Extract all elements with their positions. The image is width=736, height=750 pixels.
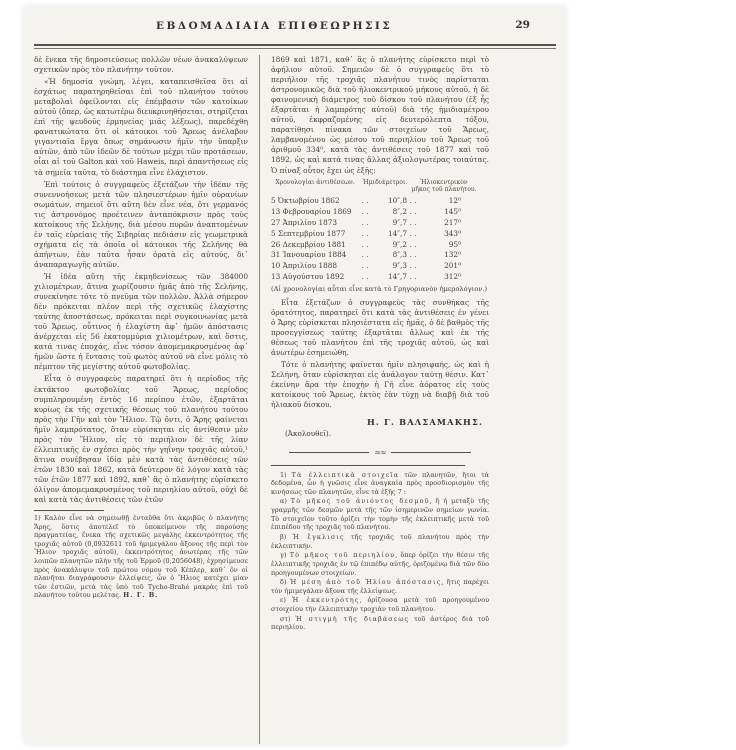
- note-lead: Ἡ μέση ἀπὸ τοῦ Ἡλίου ἀπόστασις: [289, 578, 442, 587]
- table-row: [271, 207, 489, 218]
- note-text: τοῦ ἀστέρος διὰ τοῦ περιηλίου.: [271, 614, 489, 632]
- cell-longitude: 201⁰: [444, 261, 461, 271]
- note-text: , ἢ ἡ μεταξὺ τῆς γραμμῆς τῶν δεσμῶν μετὰ τῆς τῶν ἰσημερινῶν σημείων γωνία. Τὸ στοιχεῖον τοῦτο ὁρίζει τὴν τομὴν τῆς ἐκλειπτικῆς μετὰ τοῦ ἐπιπέδου τῆς τροχιᾶς τοῦ πλανήτου.: [271, 497, 489, 532]
- cell-semidiameter: 9″,7: [392, 217, 407, 227]
- cell-date: 5 Σεπτεμβρίου 1877: [271, 228, 346, 238]
- dot-leader: . .: [361, 217, 369, 227]
- note-item: [271, 578, 489, 595]
- note-item: [271, 596, 489, 613]
- cell-longitude: 12⁰: [448, 195, 461, 205]
- note-marker: 1): [280, 470, 287, 479]
- note-marker: β): [280, 532, 287, 541]
- dot-leader: . .: [361, 272, 369, 282]
- dot-leader: . .: [361, 261, 369, 271]
- note-lead: Τὸ μῆκος τοῦ ἀνιόντος δεσμοῦ: [290, 497, 430, 506]
- cell-semidiameter: 10″,8: [388, 195, 407, 205]
- footnote-author-initials: Η. Γ. Β.: [123, 591, 159, 600]
- cell-longitude: 217⁰: [444, 217, 461, 227]
- cell-date: 31 Ἰανουαρίου 1884: [271, 250, 347, 260]
- footnote: [34, 514, 248, 600]
- cell-semidiameter: 9″,2: [392, 239, 407, 249]
- paragraph: «Ἡ δημοσία γνώμη, λέγει, καταπεισθεῖσα ὅτι αἱ ἐσχάτως παρατηρηθεῖσαι ἐπὶ τοῦ πλανήτου τούτου μεταβολαὶ ὀφείλονται εἰς ἐπέμβασιν τῶν κατοίκων αὐτοῦ (ὅπερ, ὡς κατωτέρω διευκρινηθήσεται, στηρίζεται ἐπὶ τῆς ψευδοῦς ἑρμηνείας μιᾶς λέξεως), παρεδέχθη φανατικώτατα ὅτι οἱ κάτοικοι τοῦ Ἄρεως ἀνέλαβον γιγαντιαῖα ἔργα ὅπως σημάνωσιν ἡμῖν τὴν ὕπαρξιν αὐτῶν, ἀπὸ τῶν ἰδεῶν δὲ τούτων μέχρι τῶν προτάσεων, οἷαι αἱ τοῦ Galton καὶ τοῦ Haweis, περὶ ἀπαντήσεως εἰς τὰ σημεῖα ταῦτα, τὸ διάστημα εἶνε ἐλάχιστον.: [34, 77, 248, 177]
- table-row: [271, 240, 489, 251]
- table-row: [271, 250, 489, 261]
- cell-longitude: 312⁰: [444, 272, 461, 282]
- left-column: [34, 55, 259, 744]
- cell-date: 5 Ὀκτωβρίου 1862: [271, 195, 340, 205]
- author-signature: Η. Γ. ΒΑΛΣΑΜΑΚΗΣ.: [366, 416, 483, 427]
- table-row: [271, 261, 489, 272]
- page-header: [24, 6, 566, 36]
- cell-longitude: 132⁰: [444, 250, 461, 260]
- cell-date: 27 Ἀπριλίου 1873: [271, 217, 338, 227]
- footnote-text: 1) Καλὸν εἶνε νὰ σημειωθῇ ἐνταῦθα ὅτι ἀκριβῶς ὁ πλανήτης Ἄρης, ὅστις ἀποτελεῖ τὸ ὑποκείμενον τῆς παρούσης πραγματείας, ἕνεκα τῆς σχετικῶς μεγάλης ἐκκεντρότητος τῆς τροχιᾶς αὐτοῦ (0,0932611 τοῦ ἡμιμεγάλου ἄξονος τῆς περὶ τὸν Ἥλιον τροχιᾶς αὐτοῦ), ἐκκεντρότητος ἀνωτέρας τῆς τῶν λοιπῶν πλανητῶν πλὴν τῆς τοῦ Ἑρμοῦ (0,2056048), ἐχρησίμευσε πρὸς ἀνακάλυψιν τοῦ πρώτου νόμου τοῦ Κέπλερ, καθ᾽ ὃν οἱ πλανῆται διαγράφουσιν ἐλλείψεις, ὧν ὁ Ἥλιος κατέχει μίαν τῶν ἑστιῶν, μετὰ τὰς ὑπὸ τοῦ Tycho-Brahé μακρὰς ἐπὶ τοῦ πλανήτου τούτου μελέτας.: [34, 514, 248, 600]
- note-item: [271, 615, 489, 632]
- paragraph: 1869 καὶ 1871, καθ᾽ ἃς ὁ πλανήτης εὑρίσκετο περὶ τὸ ἀφήλιον αὑτοῦ. Σημειῶν δὲ ὁ συγγραφεὺς ὅτι τὸ περιήλιον τῆς τροχιᾶς πλανήτου τινὸς παρίσταται ἀστρονομικῶς διὰ τοῦ ἡλιοκεντρικοῦ μήκους αὐτοῦ, ἡ δὲ φαινομενικὴ διάμετρος τοῦ δίσκου τοῦ πλανήτου (ἐξ ἧς ἐξαρτᾶται ἡ λαμπρότης αὐτοῦ) διὰ τῆς ἡμιδιαμέτρου αὐτοῦ, ἐκφραζομένης εἰς δευτερόλεπτα τόξου, παρατίθησι πίνακα τῶν στοιχείων τοῦ Ἄρεως, λαμβανομένου ὡς μέσου τοῦ περιηλίου τοῦ Ἄρεως τοῦ ἀριθμοῦ 334⁰, κατὰ τὰς ἀντιθέσεις τοῦ 1877 καὶ τοῦ 1892, ὡς καὶ κατά τινας ἄλλας ἀξιολογωτέρας τοιαύτας. Ὁ πίναξ οὗτος ἔχει ὡς ἑξῆς:: [271, 55, 489, 175]
- end-ornament: [289, 448, 471, 457]
- paragraph: δὲ ἕνεκα τῆς δημοσιεύσεως πολλῶν νέων ἀνακαλύψεων σχετικῶν πρὸς τὸν πλανήτην τοῦτον.: [34, 55, 248, 75]
- right-column: [259, 55, 489, 744]
- scanned-page: [24, 6, 566, 744]
- paragraph: Τότε ὁ πλανήτης φαίνεται ἡμῖν πλησιφαής, ὡς καὶ ἡ Σελήνη, ὅταν εὑρίσκηται εἰς ἀνάλογον ταύτῃ θέσιν. Κατ᾽ ἐκείνην ἄρα τὴν ἐποχὴν ἡ Γῆ εἶνε ἀόρατος εἰς τοὺς κατοίκους τοῦ Ἄρεως, ἐκτὸς ἐὰν τύχῃ νὰ διαβῇ διὰ τοῦ ἡλιακοῦ δίσκου.: [271, 360, 489, 410]
- ornament-line: [391, 452, 471, 453]
- ornament-line: [289, 452, 369, 453]
- table-row: [271, 218, 489, 229]
- note-item: [271, 471, 489, 497]
- dot-leader: . .: [409, 228, 417, 238]
- dot-leader: . .: [409, 272, 417, 282]
- table-note: (Αἱ χρονολογίαι αὗται εἶνε κατὰ τὸ Γρηγοριανὸν ἡμερολόγιον.): [271, 285, 488, 294]
- paragraph: Ἡ ἰδέα αὕτη τῆς ἐκμηδενίσεως τῶν 384000 χιλιομέτρων, ἅτινα χωρίζουσιν ἡμᾶς ἀπὸ τῆς Σελήνης, συνεκίνησε τότε τὸ πνεῦμα τῶν πολλῶν. Ἀλλὰ σήμερον δὲν πρόκειται πλέον περὶ τῆς σχετικῶς ἐλαχίστης ταύτης ἀποστάσεως, πρόκειται περὶ συγκοινωνίας μετὰ τοῦ Ἄρεως, οὗτινος ἡ ἐλαχίστη ἀφ᾽ ἡμῶν ἀπόστασις ἀνέρχεται εἰς 56 ἑκατομμύρια χιλιομέτρων, καὶ ὅστις, κατά τινας ἐποχάς, εἶνε τόσον ἀπομεμακρυσμένος ἀφ᾽ ἡμῶν ὥστε ἡ ἔντασις τοῦ φωτὸς αὐτοῦ νὰ εἶνε μόλις τὸ πέμπτον τῆς μεγίστης αὐτοῦ φωτοβολίας.: [34, 271, 248, 372]
- cell-date: 26 Δεκεμβρίου 1881: [271, 239, 346, 249]
- page-number: 29: [515, 19, 530, 31]
- table-header-row: [271, 179, 489, 194]
- table-row: [271, 272, 489, 283]
- cell-semidiameter: 8″,3: [392, 250, 407, 260]
- cell-date: 10 Ἀπριλίου 1888: [271, 261, 338, 271]
- note-item: [271, 551, 489, 577]
- note-marker: α): [280, 497, 287, 506]
- table-row: [271, 229, 489, 240]
- cell-date: 13 Αὐγούστου 1892: [271, 272, 345, 282]
- paragraph: Εἶτα ἐξετάζων ὁ συγγραφεὺς τὰς συνθήκας τῆς ὁρατότητος, παρατηρεῖ ὅτι κατὰ τὰς ἀντιθέσεις ἐν γένει ὁ Ἄρης εὑρίσκεται πλησιέστατα εἰς ἡμᾶς, ὁ δὲ βαθμὸς τῆς προσεγγίσεως ταύτης ἐξαρτᾶται ἄλλως καὶ ἐκ τῆς θέσεως τοῦ πλανήτου ἐπὶ τῆς τροχιᾶς αὐτοῦ, ὡς καὶ ἀνωτέρω ἐσημειώθη.: [271, 297, 489, 358]
- cell-longitude: 343⁰: [444, 228, 461, 238]
- table-header-dates: Χρονολογίαι ἀντιθέσεων.: [275, 178, 355, 186]
- note-marker: στ): [280, 614, 291, 623]
- dot-leader: . .: [409, 217, 417, 227]
- cell-semidiameter: 14″,7: [388, 272, 407, 282]
- table-header-heliocentric-longitude: Ἡλιοκεντρικὸν μῆκος τοῦ πλανήτου.: [411, 178, 477, 194]
- note-text: , ὁρίζουσα μετὰ τοῦ προηγουμένου στοιχείου τὴν ἐλλειπτικὴν τροχιὰν τοῦ πλανήτου.: [271, 596, 489, 614]
- dot-leader: . .: [361, 239, 369, 249]
- paragraph: Ἐπὶ τούτοις ὁ συγγραφεὺς ἐξετάζων τὴν ἰδέαν τῆς συνεννοήσεως μετὰ τῶν πλησιεστέρων ἡμῖν οὐρανίων σωμάτων, σημειοῖ ὅτι αὕτη δὲν εἶνε νέα, ὅτι γερμανός τις ἀστρονόμος προέτεινεν ἀνταπόκρισιν πρὸς τοὺς κατοίκους τῆς Σελήνης, διὰ μέσου πυρῶν ἀναπτομένων ἐν ταῖς εὐρείαις τῆς Σιβηρίας πεδιάσιν εἰς γεωμετρικὰ σχήματα εἰς τὰ ὁποῖα οἱ κάτοικοι τῆς Σελήνης θὰ ἀπήντων, ἐὰν ταῦτα ἦσαν ὁρατὰ εἰς αὐτούς, δι᾽ ἀναπαραγωγῆς αὐτῶν.: [34, 179, 248, 269]
- dot-leader: . .: [409, 195, 417, 205]
- cell-semidiameter: 8″,2: [392, 206, 407, 216]
- note-lead: Ἡ ἔγκλισις: [292, 532, 345, 541]
- note-text: τῶν πλανητῶν, ἤτοι τὰ δεδομένα, ὧν ἡ γνῶσις εἶνε ἀναγκαία πρὸς προσδιορισμὸν τῆς κινήσεως τῶν πλανητῶν, εἶνε τὰ ἑξῆς 7 :: [271, 470, 489, 496]
- note-text: , ἥτις παρέχει τὸν ἡμιμεγάλαν ἄξονα τῆς ἐλλείψεως.: [271, 578, 489, 595]
- footnote-separator-rule: [34, 510, 104, 511]
- dot-leader: . .: [409, 206, 417, 216]
- paragraph: Εἶτα ὁ συγγραφεὺς παρατηρεῖ ὅτι ἡ περίοδος τῆς ἐκτάκτου φωτοβολίας τοῦ Ἄρεως, περίοδος συμπληρουμένη ἐντὸς 16 περίπου ἐτῶν, ἐξαρτᾶται κυρίως ἐκ τῆς σχετικῆς θέσεως τοῦ πλανήτου τούτου πρὸς τὴν Γῆν καὶ τὸν Ἥλιον. Τῷ ὄντι, ὁ Ἄρης φαίνεται ἡμῖν λαμπρότατος, ὅταν εὑρίσκηται εἰς ἀντίθεσιν μὲν πρὸς τὸν Ἥλιον, εἰς τὸ περιήλιον δὲ τῆς λίαν ἐλλειπτικῆς ἐν σχέσει πρὸς τὴν γηΐνην τροχιᾶς αὐτοῦ,¹ ἅτινα συνέβησαν ἰδίᾳ μὲν κατὰ τὰς ἀντιθέσεις τῶν ἐτῶν 1830 καὶ 1862, κατὰ δεύτερον δὲ λόγον κατὰ τὰς τῶν ἐτῶν 1877 καὶ 1892, καθ᾽ ἃς ὁ πλανήτης εὑρίσκετο ὀλίγον ἀπομεμακρυσμένος τοῦ περιηλίου αὐτοῦ, οὐχὶ δὲ καὶ κατὰ τὰς ἀντιθέσεις τῶν ἐτῶν: [34, 374, 248, 505]
- note-item: [271, 497, 489, 532]
- dot-leader: . .: [361, 250, 369, 260]
- note-text: , ὅπερ ὁρίζει τὴν θέσιν τῆς ἐλλειπτικῆς τροχιᾶς ἐν τῷ ἐπιπέδῳ αὐτῆς, ὁριζομένῳ διὰ τῶν δύο προηγουμένων στοιχείων.: [271, 551, 489, 577]
- note-lead: Τὸ μῆκος τοῦ περιηλίου: [289, 551, 396, 560]
- note-lead: Τὰ ἐλλειπτικὰ στοιχεῖα: [291, 470, 400, 479]
- cell-longitude: 145⁰: [444, 206, 461, 216]
- note-marker: γ): [280, 551, 287, 560]
- dot-leader: . .: [409, 250, 417, 260]
- note-item: [271, 533, 489, 550]
- continuation-note: (Ἀκολουθεῖ).: [285, 428, 332, 438]
- oppositions-table: [271, 179, 489, 284]
- header-rule: [34, 44, 556, 49]
- dot-leader: . .: [361, 228, 369, 238]
- table-row: [271, 196, 489, 207]
- cell-longitude: 95⁰: [448, 239, 461, 249]
- cell-semidiameter: 9″,3: [392, 261, 407, 271]
- journal-title: ΕΒΔΟΜΑΔΙΑΙΑ ΕΠΙΘΕΩΡΗΣΙΣ: [156, 20, 393, 32]
- note-lead: Ἡ ἐκκεντρότης: [291, 596, 360, 605]
- dot-leader: . .: [409, 239, 417, 249]
- dot-leader: . .: [361, 206, 369, 216]
- squiggle-glyph: ≈≈: [374, 447, 386, 457]
- dot-leader: . .: [361, 195, 369, 205]
- notes-separator-rule: [271, 465, 465, 466]
- cell-date: 13 Φεβρουαρίου 1869: [271, 206, 352, 216]
- table-header-semidiameters: Ἡμιδιάμετροι.: [362, 178, 408, 186]
- note-marker: ε): [280, 596, 286, 605]
- dot-leader: . .: [409, 261, 417, 271]
- note-text: τῆς τροχιᾶς τοῦ πλανήτου πρὸς τὴν ἐκλειπτικήν.: [271, 532, 489, 550]
- cell-semidiameter: 14″,7: [388, 228, 407, 238]
- two-column-body: [34, 55, 556, 744]
- note-marker: δ): [280, 578, 287, 587]
- note-lead: Ἡ στιγμὴ τῆς διαβάσεως: [295, 614, 410, 623]
